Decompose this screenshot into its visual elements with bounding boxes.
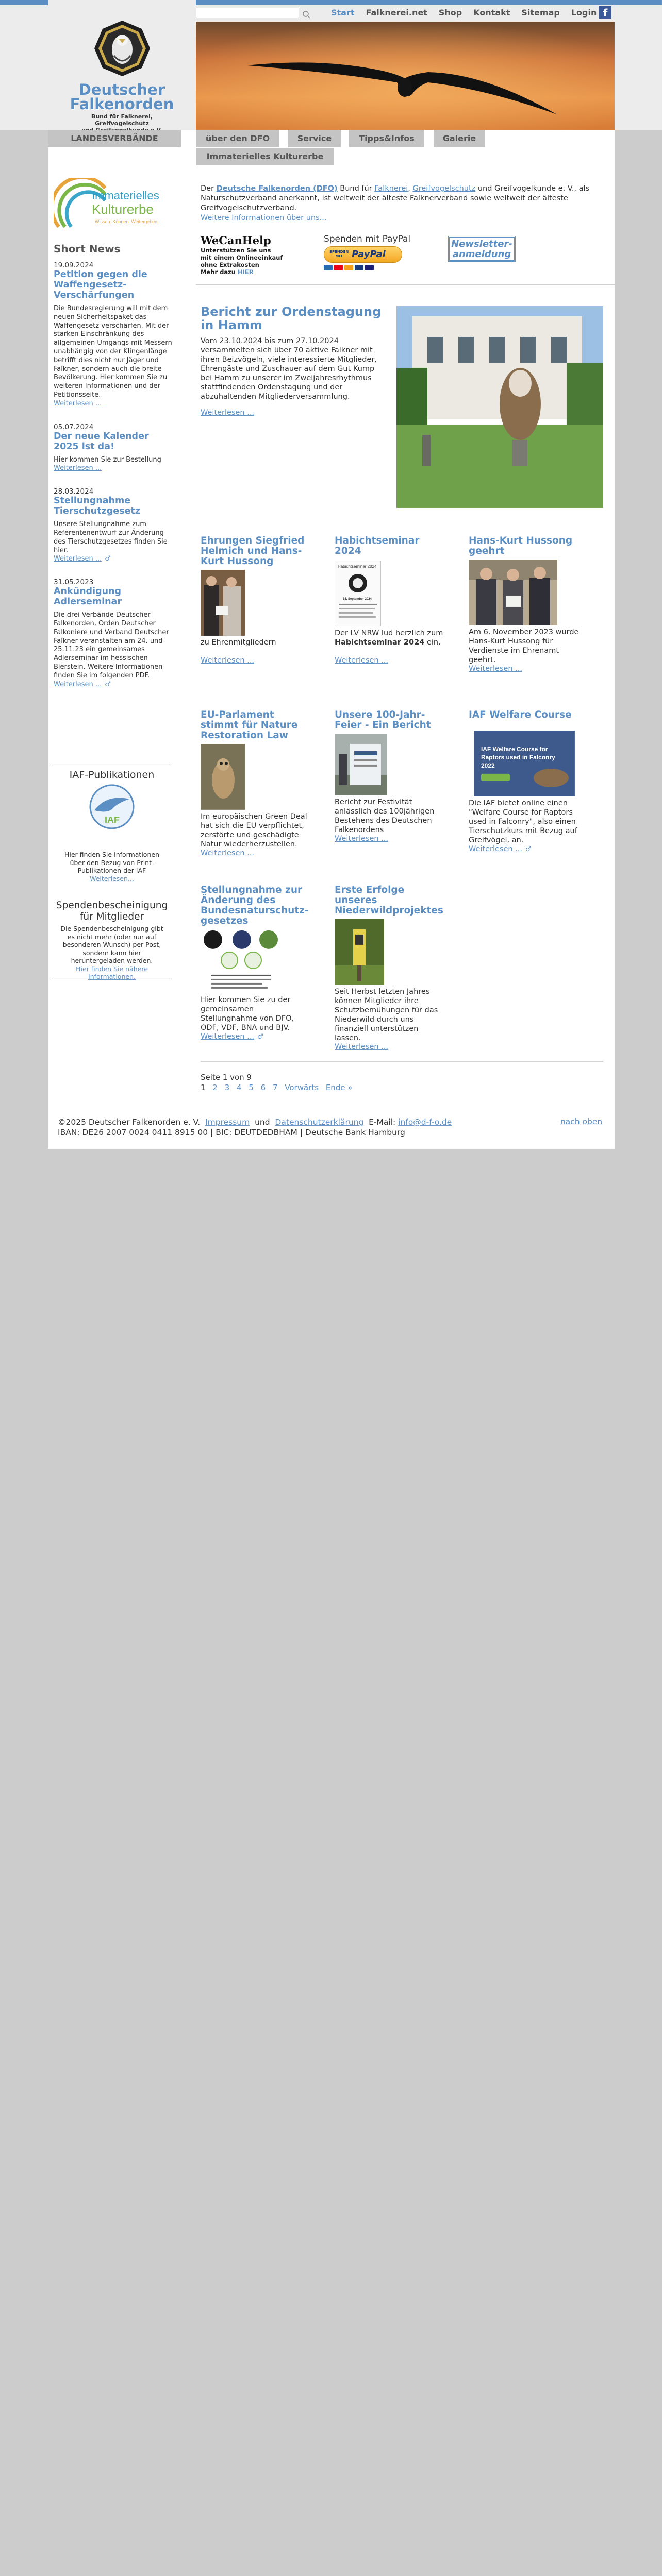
logo-name-line2: Falkenorden bbox=[70, 95, 174, 113]
newsletter-line2: anmeldung bbox=[452, 248, 511, 260]
news-item-title[interactable]: EU-Parlament stimmt für Nature Restoration Law bbox=[200, 709, 298, 741]
search-icon[interactable] bbox=[302, 9, 311, 19]
news-item bbox=[201, 710, 311, 857]
short-news-date: 05.07.2024 bbox=[53, 422, 94, 431]
newsletter-signup-button[interactable] bbox=[448, 236, 516, 262]
sidebar bbox=[54, 178, 173, 689]
paypal-brand: PayPal bbox=[352, 248, 386, 260]
news-item-title[interactable]: Unsere 100-Jahr-Feier - Ein Bericht bbox=[334, 709, 431, 731]
divider bbox=[196, 284, 615, 285]
short-news-read-more[interactable]: Weiterlesen ... bbox=[53, 399, 102, 408]
immaterielles-kulturerbe-logo[interactable] bbox=[54, 178, 172, 233]
flyer-title: Habichtseminar 2024 bbox=[337, 564, 377, 569]
course-banner-line2: Raptors used in Falconry bbox=[481, 753, 555, 761]
header-stripe-left bbox=[0, 0, 48, 5]
short-news-title[interactable]: Ankündigung Adlerseminar bbox=[53, 586, 122, 607]
dfo-link[interactable]: Deutsche Falkenorden (DFO) bbox=[216, 184, 338, 193]
news-item-title[interactable]: Habichtseminar 2024 bbox=[334, 535, 420, 556]
news-item-text: Der LV NRW lud herzlich zum bbox=[334, 629, 443, 637]
featured-title[interactable]: Bericht zur Ordenstagung in Hamm bbox=[200, 304, 382, 332]
topnav-shop[interactable]: Shop bbox=[438, 7, 462, 18]
news-item-text-bold: Habichtseminar 2024 bbox=[334, 638, 425, 647]
paypal-box bbox=[324, 234, 422, 270]
iaf-logo-text: IAF bbox=[104, 814, 120, 825]
logo[interactable] bbox=[48, 5, 196, 130]
short-news-text: Unsere Stellungnahme zum Referentenentwurf zur Änderung des Tierschutzgesetzes finden Sie hier. bbox=[53, 520, 168, 554]
news-item-text: Bericht zur Festivität anlässlich des 100jährigen Bestehens des Deutschen Falkenordens bbox=[334, 798, 435, 834]
short-news-text: Die drei Verbände Deutscher Falkenorden, Orden Deutscher Falkoniere und Verband Deutscher Falkner veranstalten am 24. und 25.11.23 ein gemeinsames Adlerseminar im hessischen Bierstein. Weitere Informationen finden Sie im folgenden PDF. bbox=[53, 611, 169, 680]
back-to-top-link[interactable]: nach oben bbox=[560, 1116, 603, 1126]
featured-text: Vom 23.10.2024 bis zum 27.10.2024 versammelten sich über 70 aktive Falkner mit ihren Beizvögeln, viele interessierte Mitglieder, Ehrengäste und Zuschauer auf dem Gut Kump bei Hamm zu unserer im Zweijahresrhythmus stattfindenden Ordenstagung und der abzuhaltenden Mitgliederversammlung. bbox=[200, 336, 377, 401]
nav-immaterielles-kulturerbe[interactable]: Immaterielles Kulturerbe bbox=[196, 148, 334, 165]
news-item-text: Hier kommen Sie zu der gemeinsamen Stellungnahme von DFO, ODF, VDF, BNA und BJV. bbox=[200, 995, 294, 1032]
short-news-read-more[interactable]: Weiterlesen ... bbox=[53, 680, 102, 688]
topnav-kontakt[interactable]: Kontakt bbox=[473, 7, 510, 18]
intro-part: Der bbox=[200, 184, 217, 193]
greifvogelschutz-link[interactable]: Greifvogelschutz bbox=[412, 184, 476, 193]
topnav-start[interactable]: Start bbox=[330, 7, 355, 18]
page-link-2[interactable]: 2 bbox=[212, 1082, 218, 1092]
search-input[interactable] bbox=[196, 8, 299, 18]
course-banner-line3: 2022 bbox=[481, 761, 495, 769]
short-news-read-more[interactable]: Weiterlesen ... bbox=[53, 464, 102, 472]
topnav-sitemap[interactable]: Sitemap bbox=[521, 7, 560, 18]
news-item-title[interactable]: Hans-Kurt Hussong geehrt bbox=[468, 535, 573, 556]
news-item bbox=[201, 536, 311, 665]
featured-falcon-photo[interactable] bbox=[396, 306, 603, 508]
wecanhelp-line1: Unterstützen Sie uns bbox=[200, 246, 271, 254]
impressum-link[interactable]: Impressum bbox=[205, 1117, 250, 1127]
news-item bbox=[335, 536, 445, 665]
nav-service[interactable]: Service bbox=[288, 130, 341, 147]
wecanhelp-hier-link[interactable]: HIER bbox=[237, 268, 254, 276]
paypal-small1: SPENDEN bbox=[329, 249, 349, 254]
short-news-heading: Short News bbox=[53, 242, 121, 255]
news-item-text: zu Ehrenmitgliedern bbox=[200, 638, 276, 647]
payment-cards bbox=[324, 265, 422, 270]
page-link-3[interactable]: 3 bbox=[224, 1082, 230, 1092]
intro-text bbox=[201, 184, 600, 223]
intro-part: , bbox=[408, 184, 413, 193]
male-sign-icon: ♂ bbox=[257, 1032, 263, 1041]
wecanhelp-line3: ohne Extrakosten bbox=[200, 261, 259, 268]
iaf-heading: IAF-Publikationen bbox=[69, 769, 155, 781]
wecanhelp-logo: WeCanHelp bbox=[200, 233, 271, 247]
paypal-heading: Spenden mit PayPal bbox=[323, 233, 411, 244]
featured-read-more[interactable]: Weiterlesen ... bbox=[200, 408, 255, 417]
news-item-read-more[interactable]: Weiterlesen ... bbox=[334, 1042, 389, 1051]
intro-part: und Greifvogelkunde e. V., als Naturschutzverband anerkannt, ist weltweit der älteste Falknerverband sowie weltweit der älteste Greifvogelschutzverband. bbox=[200, 184, 590, 212]
spende-link[interactable]: Hier finden Sie nähere Informationen. bbox=[76, 964, 148, 980]
newsletter-line1: Newsletter- bbox=[451, 238, 512, 249]
wecanhelp-box[interactable] bbox=[201, 234, 309, 276]
news-item-text: Im europäischen Green Deal hat sich die EU verpflichtet, zerstörte und geschädigte Natur wiederherzustellen. bbox=[200, 812, 307, 849]
news-item-photo[interactable] bbox=[335, 734, 387, 795]
ik-logo-line2: Kulturerbe bbox=[91, 201, 154, 217]
news-item bbox=[335, 885, 445, 1051]
short-news-date: 28.03.2024 bbox=[53, 487, 94, 496]
card-icon bbox=[365, 265, 374, 270]
logo-name-line1: Deutscher bbox=[78, 80, 166, 98]
falknerei-link[interactable]: Falknerei bbox=[374, 184, 408, 193]
nav-galerie[interactable]: Galerie bbox=[434, 130, 485, 147]
logo-sub-line2: Greifvogelschutz bbox=[95, 120, 149, 127]
iaf-logo[interactable] bbox=[86, 784, 138, 830]
news-item-text: Die IAF bietet online einen "Welfare Course for Raptors used in Falconry", also einen Tierschutzkurs mit Bezug auf Greifvögel, an. bbox=[468, 799, 577, 844]
short-news-item bbox=[54, 487, 173, 564]
footer-copyright: ©2025 Deutscher Falkenorden e. V. bbox=[57, 1117, 201, 1127]
footer bbox=[58, 1117, 603, 1138]
wecanhelp-line4: Mehr dazu bbox=[200, 268, 238, 276]
short-news-date: 19.09.2024 bbox=[53, 261, 94, 269]
spende-heading: Spendenbescheinigung für Mitglieder bbox=[56, 900, 168, 922]
short-news-title[interactable]: Petition gegen die Waffengesetz-Verschärfungen bbox=[53, 269, 147, 300]
header-stripe-right bbox=[196, 0, 662, 5]
top-navigation bbox=[331, 8, 608, 18]
news-item-read-more[interactable]: Weiterlesen ... bbox=[200, 656, 255, 665]
short-news-date: 31.05.2023 bbox=[53, 578, 94, 587]
topnav-login[interactable]: Login bbox=[571, 7, 597, 18]
news-item-photo[interactable] bbox=[469, 560, 557, 625]
pagination-label: Seite 1 von 9 bbox=[200, 1072, 252, 1082]
short-news-item bbox=[54, 423, 173, 473]
news-item-read-more[interactable]: Weiterlesen ... bbox=[334, 656, 389, 665]
short-news-read-more[interactable]: Weiterlesen ... bbox=[53, 555, 102, 563]
news-item-association-logos[interactable] bbox=[201, 929, 281, 993]
news-item-title[interactable]: Stellungnahme zur Änderung des Bundesnaturschutz-gesetzes bbox=[200, 884, 309, 926]
card-icon bbox=[334, 265, 343, 270]
news-item bbox=[469, 710, 580, 853]
short-news-title[interactable]: Stellungnahme Tierschutzgesetz bbox=[53, 496, 140, 517]
news-item-photo[interactable] bbox=[335, 919, 384, 985]
male-sign-icon: ♂ bbox=[525, 845, 532, 853]
short-news-item bbox=[54, 261, 173, 409]
news-item-text: Am 6. November 2023 wurde Hans-Kurt Hussong für Verdienste im Ehrenamt geehrt. bbox=[468, 628, 579, 664]
paypal-donate-button[interactable] bbox=[324, 246, 402, 263]
card-icon bbox=[355, 265, 363, 270]
more-about-us-link[interactable]: Weitere Informationen über uns... bbox=[200, 213, 327, 222]
short-news-item bbox=[54, 578, 173, 689]
news-item bbox=[335, 710, 445, 843]
news-item-read-more[interactable]: Weiterlesen ... bbox=[200, 1032, 255, 1041]
nav-tipps-infos[interactable]: Tipps&Infos bbox=[349, 130, 424, 147]
topnav-falknerei-net[interactable]: Falknerei.net bbox=[366, 7, 427, 18]
wecanhelp-line2: mit einem Onlineeinkauf bbox=[200, 253, 283, 261]
facebook-icon[interactable]: f bbox=[599, 6, 611, 19]
page-end[interactable]: Ende » bbox=[325, 1082, 353, 1092]
flyer-date: 14. September 2024 bbox=[342, 597, 372, 601]
email-link[interactable]: info@d-f-o.de bbox=[398, 1117, 452, 1127]
iaf-publications-box bbox=[52, 765, 172, 979]
news-item bbox=[201, 885, 311, 1041]
intro-part: Bund für bbox=[337, 184, 375, 193]
divider bbox=[201, 1061, 603, 1062]
footer-und: und bbox=[255, 1117, 270, 1127]
news-item-title[interactable]: Ehrungen Siegfried Helmich und Hans-Kurt Hussong bbox=[200, 535, 305, 567]
header bbox=[0, 0, 662, 130]
page-link-5[interactable]: 5 bbox=[249, 1082, 254, 1092]
falcon-emblem-icon bbox=[93, 20, 151, 77]
news-item-photo[interactable] bbox=[201, 744, 245, 810]
landesverbaende-tab[interactable]: LANDESVERBÄNDE bbox=[48, 130, 181, 147]
news-item-read-more[interactable]: Weiterlesen ... bbox=[200, 849, 255, 857]
news-item-title[interactable]: IAF Welfare Course bbox=[468, 709, 572, 720]
card-icon bbox=[324, 265, 333, 270]
news-item-photo[interactable] bbox=[201, 570, 245, 636]
news-item-read-more[interactable]: Weiterlesen ... bbox=[468, 664, 523, 673]
nav-ueber-den-dfo[interactable]: über den DFO bbox=[196, 130, 279, 147]
logo-sub-line1: Bund für Falknerei, bbox=[91, 113, 153, 120]
paypal-small2: MIT bbox=[335, 253, 343, 258]
male-sign-icon: ♂ bbox=[105, 555, 111, 563]
spende-text: Die Spendenbescheinigung gibt es nicht mehr (oder nur auf besonderen Wunsch) per Post, sondern kann hier heruntergeladen werden. bbox=[60, 924, 163, 964]
male-sign-icon: ♂ bbox=[105, 680, 111, 688]
header-banner-image bbox=[196, 22, 615, 130]
news-item-text: Seit Herbst letzten Jahres können Mitglieder ihre Schutzbemühungen für das Niederwild durch uns finanziell unterstützen lassen. bbox=[334, 987, 438, 1042]
short-news-title[interactable]: Der neue Kalender 2025 ist da! bbox=[53, 431, 149, 452]
news-item-read-more[interactable]: Weiterlesen ... bbox=[468, 844, 523, 853]
news-item-flyer[interactable] bbox=[335, 561, 381, 626]
page-link-7[interactable]: 7 bbox=[272, 1082, 278, 1092]
card-icon bbox=[344, 265, 353, 270]
course-banner-line1: IAF Welfare Course for bbox=[481, 745, 548, 753]
iaf-text: Hier finden Sie Informationen über den Bezug von Print-Publikationen der IAF bbox=[64, 850, 160, 874]
footer-email-label: E-Mail: bbox=[369, 1117, 396, 1127]
datenschutz-link[interactable]: Datenschutzerklärung bbox=[275, 1117, 364, 1127]
page-link-6[interactable]: 6 bbox=[260, 1082, 266, 1092]
news-item-course-banner[interactable] bbox=[474, 731, 575, 796]
short-news-text: Die Bundesregierung will mit dem neuen Sicherheitspaket das Waffengesetz verschärfen. Mit der starken Einschränkung des allgemeinen Umgangs mit Messern unabhängig von der Klingenlänge betrifft dies nicht nur Jäger und Falkner, sondern auch die breite Bevölkerung. Hier kommen Sie zu weiteren Informationen und der Petitionsseite. bbox=[53, 304, 172, 399]
iaf-read-more[interactable]: Weiterlesen... bbox=[90, 874, 134, 883]
ik-logo-line1: Immaterielles bbox=[91, 189, 159, 202]
page-current: 1 bbox=[200, 1082, 206, 1092]
pagination bbox=[201, 1072, 357, 1093]
ik-logo-tagline: Wissen. Können. Weitergeben. bbox=[94, 218, 159, 224]
news-item-read-more[interactable]: Weiterlesen ... bbox=[334, 834, 389, 843]
news-item-title[interactable]: Erste Erfolge unseres Niederwildprojektes bbox=[334, 884, 443, 916]
short-news-text: Hier kommen Sie zur Bestellung bbox=[53, 455, 161, 464]
page-link-4[interactable]: 4 bbox=[236, 1082, 242, 1092]
news-item-text: ein. bbox=[424, 638, 441, 647]
news-item bbox=[469, 536, 580, 673]
page-next[interactable]: Vorwärts bbox=[285, 1082, 319, 1092]
footer-bank: IBAN: DE26 2007 0024 0411 8915 00 | BIC: DEUTDEDBHAM | Deutsche Bank Hamburg bbox=[57, 1127, 405, 1137]
